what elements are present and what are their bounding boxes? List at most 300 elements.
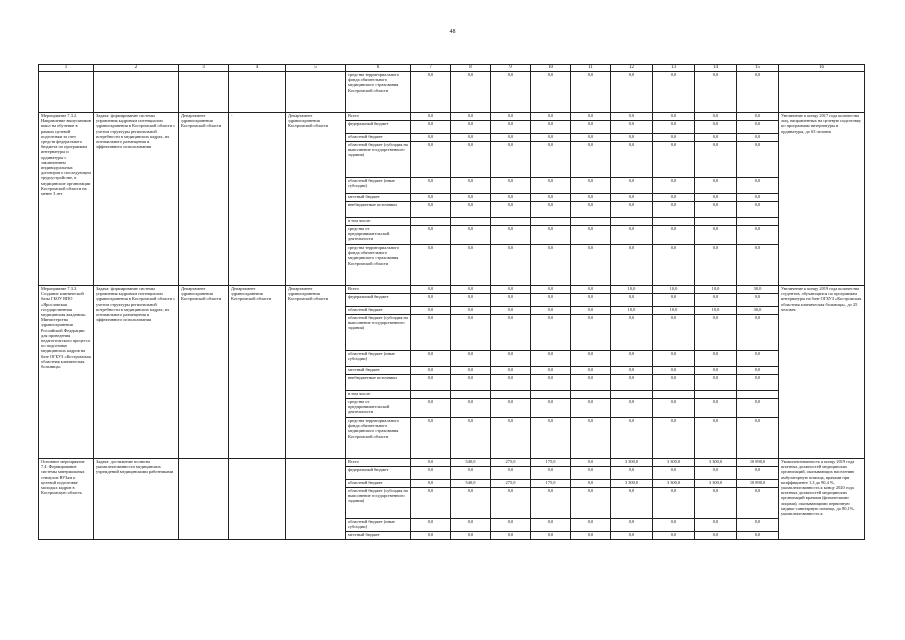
funding-source: областной бюджет (иные субсидии) xyxy=(346,178,411,194)
responsible-executor: Департамент здравоохранения Костромской области xyxy=(179,286,229,459)
amount-cell xyxy=(737,218,779,226)
amount-cell: 0,0 xyxy=(531,286,571,294)
task-description: Задача: достижение полноты укомплектованности медицинских учреждений медицинскими работниками xyxy=(94,459,179,540)
amount-cell: 0,0 xyxy=(491,142,531,178)
amount-cell: 0,0 xyxy=(695,351,737,367)
amount-cell: 0,0 xyxy=(531,375,571,391)
amount-cell: 0,0 xyxy=(653,121,695,134)
amount-cell: 540,0 xyxy=(451,480,491,488)
column-number: 7 xyxy=(411,65,451,72)
amount-cell: 0,0 xyxy=(411,519,451,532)
measure-name: Мероприятие 7.3.2. Направление выпускников школ на обучение в рамках целевой подготовки за счет средств федерального бюджета по программам интернатуры и ординатуры с заключением индивидуальных договоров о последующем трудоустройстве, в медицинские организации Костромской области на менее 3 лет xyxy=(39,113,94,286)
amount-cell xyxy=(653,391,695,399)
empty-cell xyxy=(94,72,179,113)
amount-cell: 0,0 xyxy=(653,351,695,367)
empty-cell xyxy=(286,72,346,113)
amount-cell: 0,0 xyxy=(695,72,737,113)
amount-cell: 0,0 xyxy=(451,72,491,113)
amount-cell: 0,0 xyxy=(491,375,531,391)
amount-cell xyxy=(571,391,611,399)
funding-source: областной бюджет (субсидия на выполнение государственного задания) xyxy=(346,315,411,351)
column-number: 5 xyxy=(286,65,346,72)
table-row xyxy=(39,459,865,467)
amount-cell: 0,0 xyxy=(451,418,491,459)
amount-cell: 275,0 xyxy=(491,459,531,467)
amount-cell: 0,0 xyxy=(531,294,571,307)
amount-cell: 0,0 xyxy=(531,245,571,286)
amount-cell: 0,0 xyxy=(737,532,779,540)
amount-cell: 0,0 xyxy=(611,294,653,307)
amount-cell: 0,0 xyxy=(571,315,611,351)
amount-cell: 10 890,0 xyxy=(737,459,779,467)
amount-cell: 0,0 xyxy=(571,286,611,294)
amount-cell xyxy=(411,391,451,399)
responsible-executor: Департамент здравоохранения Костромской области xyxy=(286,113,346,286)
amount-cell: 0,0 xyxy=(411,72,451,113)
amount-cell: 0,0 xyxy=(611,488,653,519)
amount-cell: 0,0 xyxy=(531,307,571,315)
funding-source: Всего xyxy=(346,459,411,467)
amount-cell: 10,0 xyxy=(653,307,695,315)
amount-cell: 0,0 xyxy=(451,367,491,375)
amount-cell: 0,0 xyxy=(737,134,779,142)
amount-cell: 0,0 xyxy=(695,488,737,519)
amount-cell: 0,0 xyxy=(491,226,531,245)
amount-cell: 0,0 xyxy=(695,134,737,142)
amount-cell: 0,0 xyxy=(611,367,653,375)
column-number: 9 xyxy=(491,65,531,72)
amount-cell: 0,0 xyxy=(737,315,779,351)
amount-cell: 0,0 xyxy=(531,121,571,134)
amount-cell: 0,0 xyxy=(653,519,695,532)
amount-cell xyxy=(491,391,531,399)
column-number: 16 xyxy=(779,65,865,72)
amount-cell: 0,0 xyxy=(411,418,451,459)
amount-cell: 0,0 xyxy=(737,226,779,245)
amount-cell: 0,0 xyxy=(695,121,737,134)
funding-source: областной бюджет (иные субсидии) xyxy=(346,519,411,532)
amount-cell: 175,0 xyxy=(531,480,571,488)
amount-cell: 0,0 xyxy=(531,72,571,113)
amount-cell: 0,0 xyxy=(571,202,611,218)
amount-cell: 0,0 xyxy=(571,467,611,480)
amount-cell: 0,0 xyxy=(571,307,611,315)
amount-cell xyxy=(531,391,571,399)
amount-cell: 0,0 xyxy=(611,245,653,286)
amount-cell: 0,0 xyxy=(411,307,451,315)
amount-cell: 0,0 xyxy=(571,532,611,540)
amount-cell: 0,0 xyxy=(695,467,737,480)
amount-cell: 0,0 xyxy=(411,399,451,418)
amount-cell: 0,0 xyxy=(411,245,451,286)
amount-cell: 0,0 xyxy=(491,399,531,418)
amount-cell: 0,0 xyxy=(611,315,653,351)
amount-cell: 0,0 xyxy=(695,399,737,418)
amount-cell: 0,0 xyxy=(611,418,653,459)
amount-cell: 0,0 xyxy=(411,286,451,294)
amount-cell: 0,0 xyxy=(653,226,695,245)
amount-cell xyxy=(695,218,737,226)
responsible-executor: - xyxy=(229,113,286,286)
amount-cell: 0,0 xyxy=(571,245,611,286)
amount-cell: 3 300,0 xyxy=(611,480,653,488)
amount-cell: 0,0 xyxy=(491,307,531,315)
amount-cell: 0,0 xyxy=(451,245,491,286)
responsible-executor xyxy=(286,459,346,540)
amount-cell: 0,0 xyxy=(491,367,531,375)
funding-source: средства территориального фонда обязательного медицинского страхования Костромской области xyxy=(346,418,411,459)
amount-cell: 0,0 xyxy=(491,121,531,134)
amount-cell: 0,0 xyxy=(531,519,571,532)
amount-cell: 0,0 xyxy=(737,351,779,367)
amount-cell: 0,0 xyxy=(411,367,451,375)
amount-cell: 0,0 xyxy=(611,351,653,367)
amount-cell: 0,0 xyxy=(737,202,779,218)
amount-cell xyxy=(531,218,571,226)
amount-cell: 0,0 xyxy=(737,367,779,375)
funding-source: внебюджетные источники xyxy=(346,375,411,391)
amount-cell: 0,0 xyxy=(451,351,491,367)
amount-cell: 0,0 xyxy=(737,121,779,134)
amount-cell: 0,0 xyxy=(531,418,571,459)
amount-cell: 0,0 xyxy=(491,245,531,286)
amount-cell: 0,0 xyxy=(611,532,653,540)
column-number: 8 xyxy=(451,65,491,72)
amount-cell: 275,0 xyxy=(491,480,531,488)
amount-cell: 0,0 xyxy=(531,532,571,540)
amount-cell: 0,0 xyxy=(411,375,451,391)
column-number: 4 xyxy=(229,65,286,72)
amount-cell: 0,0 xyxy=(695,375,737,391)
amount-cell xyxy=(695,391,737,399)
funding-source: Всего xyxy=(346,113,411,121)
amount-cell: 0,0 xyxy=(451,142,491,178)
amount-cell: 0,0 xyxy=(531,226,571,245)
amount-cell: 0,0 xyxy=(737,467,779,480)
amount-cell: 0,0 xyxy=(411,480,451,488)
amount-cell: 0,0 xyxy=(611,226,653,245)
amount-cell: 0,0 xyxy=(531,399,571,418)
amount-cell: 30,0 xyxy=(737,286,779,294)
amount-cell: 3 300,0 xyxy=(611,459,653,467)
column-number: 14 xyxy=(695,65,737,72)
amount-cell: 0,0 xyxy=(653,375,695,391)
amount-cell: 0,0 xyxy=(451,113,491,121)
amount-cell: 0,0 xyxy=(653,488,695,519)
amount-cell: 0,0 xyxy=(531,142,571,178)
amount-cell: 0,0 xyxy=(611,178,653,194)
funding-source: областной бюджет (субсидия на выполнение государственного задания) xyxy=(346,142,411,178)
amount-cell: 0,0 xyxy=(451,194,491,202)
empty-cell xyxy=(179,72,229,113)
amount-cell: 0,0 xyxy=(451,178,491,194)
funding-source: областной бюджет xyxy=(346,307,411,315)
amount-cell: 0,0 xyxy=(571,294,611,307)
funding-source: местный бюджет xyxy=(346,194,411,202)
amount-cell: 0,0 xyxy=(411,459,451,467)
column-number: 3 xyxy=(179,65,229,72)
amount-cell: 0,0 xyxy=(571,488,611,519)
amount-cell: 0,0 xyxy=(531,488,571,519)
amount-cell: 0,0 xyxy=(411,178,451,194)
amount-cell: 0,0 xyxy=(451,532,491,540)
amount-cell: 10,0 xyxy=(611,286,653,294)
funding-source: федеральный бюджет xyxy=(346,467,411,480)
amount-cell: 0,0 xyxy=(531,315,571,351)
amount-cell: 0,0 xyxy=(411,194,451,202)
amount-cell: 0,0 xyxy=(737,194,779,202)
amount-cell: 0,0 xyxy=(571,367,611,375)
column-number: 2 xyxy=(94,65,179,72)
amount-cell: 0,0 xyxy=(695,178,737,194)
column-number: 11 xyxy=(571,65,611,72)
amount-cell: 0,0 xyxy=(491,294,531,307)
task-description: Задача: формирование системы управления кадровым потенциалом здравоохранения в Костромской области с учетом структуры региональной потребности в медицинских кадрах, их оптимального размещения и эффективного использования xyxy=(94,113,179,286)
amount-cell: 0,0 xyxy=(451,519,491,532)
amount-cell: 0,0 xyxy=(571,351,611,367)
funding-source: областной бюджет (иные субсидии) xyxy=(346,351,411,367)
amount-cell: 0,0 xyxy=(571,134,611,142)
column-number: 1 xyxy=(39,65,94,72)
amount-cell: 0,0 xyxy=(737,178,779,194)
amount-cell: 0,0 xyxy=(653,72,695,113)
amount-cell: 0,0 xyxy=(571,399,611,418)
funding-source: областной бюджет xyxy=(346,480,411,488)
amount-cell: 0,0 xyxy=(737,418,779,459)
amount-cell: 175,0 xyxy=(531,459,571,467)
amount-cell: 0,0 xyxy=(653,113,695,121)
amount-cell: 0,0 xyxy=(611,72,653,113)
amount-cell: 0,0 xyxy=(571,72,611,113)
table-row xyxy=(39,72,865,113)
amount-cell: 0,0 xyxy=(695,113,737,121)
empty-cell xyxy=(39,72,94,113)
amount-cell: 0,0 xyxy=(531,467,571,480)
amount-cell: 0,0 xyxy=(531,202,571,218)
amount-cell: 0,0 xyxy=(737,245,779,286)
empty-cell xyxy=(779,72,865,113)
amount-cell: 10,0 xyxy=(653,286,695,294)
amount-cell: 0,0 xyxy=(451,399,491,418)
amount-cell: 0,0 xyxy=(571,113,611,121)
funding-source: федеральный бюджет xyxy=(346,294,411,307)
amount-cell: 0,0 xyxy=(451,467,491,480)
amount-cell: 0,0 xyxy=(695,532,737,540)
amount-cell: 0,0 xyxy=(571,459,611,467)
amount-cell xyxy=(611,391,653,399)
amount-cell: 0,0 xyxy=(531,113,571,121)
amount-cell: 0,0 xyxy=(451,286,491,294)
amount-cell: 0,0 xyxy=(411,467,451,480)
column-number: 10 xyxy=(531,65,571,72)
table-row xyxy=(39,286,865,294)
amount-cell: 3 300,0 xyxy=(695,459,737,467)
amount-cell: 0,0 xyxy=(411,134,451,142)
amount-cell: 0,0 xyxy=(411,488,451,519)
amount-cell: 0,0 xyxy=(491,72,531,113)
amount-cell: 0,0 xyxy=(695,519,737,532)
amount-cell: 0,0 xyxy=(737,294,779,307)
amount-cell: 10 890,0 xyxy=(737,480,779,488)
amount-cell: 0,0 xyxy=(411,121,451,134)
amount-cell: 0,0 xyxy=(571,142,611,178)
amount-cell: 0,0 xyxy=(451,375,491,391)
amount-cell: 0,0 xyxy=(611,202,653,218)
column-number: 15 xyxy=(737,65,779,72)
amount-cell: 0,0 xyxy=(653,142,695,178)
amount-cell: 0,0 xyxy=(531,351,571,367)
measure-name: Основное мероприятие 7.4. Формирование системы материальных стимулов ВУЗам к целевой подготовке молодых кадров в Костромскую область xyxy=(39,459,94,540)
amount-cell: 3 300,0 xyxy=(695,480,737,488)
amount-cell xyxy=(491,218,531,226)
funding-source: в том числе: xyxy=(346,218,411,226)
amount-cell: 0,0 xyxy=(571,194,611,202)
amount-cell: 0,0 xyxy=(571,480,611,488)
amount-cell xyxy=(411,218,451,226)
amount-cell: 0,0 xyxy=(611,519,653,532)
funding-source: Всего xyxy=(346,286,411,294)
funding-source: областной бюджет (субсидия на выполнение государственного задания) xyxy=(346,488,411,519)
amount-cell: 10,0 xyxy=(611,307,653,315)
amount-cell: 0,0 xyxy=(611,113,653,121)
amount-cell: 0,0 xyxy=(611,142,653,178)
amount-cell: 540,0 xyxy=(451,459,491,467)
amount-cell: 0,0 xyxy=(571,121,611,134)
header-row xyxy=(39,65,865,72)
funding-source: местный бюджет xyxy=(346,532,411,540)
amount-cell: 0,0 xyxy=(737,72,779,113)
page-number: 48 xyxy=(449,29,456,35)
amount-cell: 0,0 xyxy=(611,194,653,202)
amount-cell: 0,0 xyxy=(451,488,491,519)
budget-table xyxy=(38,64,865,540)
column-number: 12 xyxy=(611,65,653,72)
amount-cell: 0,0 xyxy=(611,121,653,134)
responsible-executor xyxy=(179,459,229,540)
amount-cell: 0,0 xyxy=(411,532,451,540)
amount-cell: 0,0 xyxy=(411,113,451,121)
amount-cell: 0,0 xyxy=(695,202,737,218)
amount-cell: 0,0 xyxy=(451,202,491,218)
amount-cell: 0,0 xyxy=(491,532,531,540)
amount-cell: 0,0 xyxy=(611,399,653,418)
amount-cell: 0,0 xyxy=(531,134,571,142)
amount-cell: 0,0 xyxy=(491,178,531,194)
amount-cell: 0,0 xyxy=(531,367,571,375)
amount-cell: 0,0 xyxy=(611,134,653,142)
funding-source: областной бюджет xyxy=(346,134,411,142)
amount-cell: 0,0 xyxy=(451,294,491,307)
amount-cell: 0,0 xyxy=(653,418,695,459)
responsible-executor xyxy=(229,459,286,540)
column-number: 6 xyxy=(346,65,411,72)
amount-cell: 0,0 xyxy=(411,315,451,351)
amount-cell: 0,0 xyxy=(695,226,737,245)
amount-cell: 0,0 xyxy=(411,351,451,367)
amount-cell: 0,0 xyxy=(653,178,695,194)
amount-cell: 0,0 xyxy=(411,226,451,245)
amount-cell: 0,0 xyxy=(411,294,451,307)
amount-cell: 0,0 xyxy=(411,142,451,178)
amount-cell: 0,0 xyxy=(737,142,779,178)
amount-cell: 0,0 xyxy=(695,315,737,351)
task-description: Задача: формирование системы управления кадровым потенциалом здравоохранения в Костромской области с учетом структуры региональной потребности в медицинских кадрах, их оптимального размещения и эффективного использования xyxy=(94,286,179,459)
amount-cell: 0,0 xyxy=(571,178,611,194)
amount-cell: 0,0 xyxy=(531,194,571,202)
amount-cell: 0,0 xyxy=(695,142,737,178)
amount-cell: 0,0 xyxy=(653,194,695,202)
funding-source: федеральный бюджет xyxy=(346,121,411,134)
amount-cell xyxy=(611,218,653,226)
amount-cell: 0,0 xyxy=(653,294,695,307)
amount-cell: 0,0 xyxy=(737,113,779,121)
amount-cell: 0,0 xyxy=(491,418,531,459)
expected-result: Укомплектованность к концу 2019 года штатных должностей медицинских организаций, оказывающих населению амбулаторную помощь, врачами при коэффициенте 1,3 до 90,4 %, укомплектованность к концу 2020 года штатных должностей медицинских организаций врачами (физическими лицами), оказывающими первичную медико-санитарную помощь, до 80,1%, укомплектованность к xyxy=(779,459,865,540)
expected-result: Увеличение к концу 2017 года количества лиц, направленных на целевую подготовку по программам интернатуры и ординатуры, до 65 человек xyxy=(779,113,865,286)
amount-cell xyxy=(653,218,695,226)
responsible-executor: Департамент здравоохранения Костромской области xyxy=(179,113,229,286)
amount-cell: 0,0 xyxy=(737,399,779,418)
amount-cell: 0,0 xyxy=(491,488,531,519)
amount-cell xyxy=(737,391,779,399)
amount-cell: 0,0 xyxy=(653,367,695,375)
funding-source: средства от предпринимательской деятельности xyxy=(346,226,411,245)
amount-cell: 0,0 xyxy=(695,367,737,375)
amount-cell: 0,0 xyxy=(451,226,491,245)
amount-cell: 0,0 xyxy=(653,245,695,286)
amount-cell: 0,0 xyxy=(653,532,695,540)
amount-cell: 0,0 xyxy=(695,194,737,202)
amount-cell: 0,0 xyxy=(451,307,491,315)
amount-cell: 0,0 xyxy=(491,315,531,351)
funding-source: средства территориального фонда обязательного медицинского страхования Костромской области xyxy=(346,245,411,286)
amount-cell: 10,0 xyxy=(695,286,737,294)
amount-cell: 0,0 xyxy=(451,134,491,142)
amount-cell: 0,0 xyxy=(491,467,531,480)
amount-cell: 0,0 xyxy=(451,315,491,351)
amount-cell: 0,0 xyxy=(571,418,611,459)
amount-cell: 0,0 xyxy=(491,194,531,202)
measure-name: Мероприятие 7.3.3. Создание клинической базы ГБОУ ВПО «Ярославская государственная медицинская академия» Министерства здравоохранения Российской Федерации для проведения педагогического процесса по подготовке медицинских кадров на базе ОГБУЗ «Костромская областная клиническая больница» xyxy=(39,286,94,459)
amount-cell: 0,0 xyxy=(737,488,779,519)
expected-result: Увеличение к концу 2019 года количества студентов, обучающихся по программам интернатуры на базе ОГБУЗ «Костромская областная клиническая больница», до 25 человек xyxy=(779,286,865,459)
funding-source: средства от предпринимательской деятельности xyxy=(346,399,411,418)
funding-source: средства территориального фонда обязательного медицинского страхования Костромской области xyxy=(346,72,411,113)
responsible-executor: Департамент здравоохранения Костромской области xyxy=(286,286,346,459)
amount-cell: 0,0 xyxy=(653,315,695,351)
amount-cell: 0,0 xyxy=(491,202,531,218)
amount-cell: 3 300,0 xyxy=(653,480,695,488)
amount-cell: 0,0 xyxy=(491,134,531,142)
amount-cell xyxy=(451,391,491,399)
amount-cell: 0,0 xyxy=(695,245,737,286)
amount-cell xyxy=(571,218,611,226)
amount-cell: 0,0 xyxy=(411,202,451,218)
amount-cell: 0,0 xyxy=(611,467,653,480)
amount-cell: 0,0 xyxy=(737,519,779,532)
funding-source: внебюджетные источники xyxy=(346,202,411,218)
amount-cell: 0,0 xyxy=(491,519,531,532)
table-row xyxy=(39,113,865,121)
funding-source: местный бюджет xyxy=(346,367,411,375)
amount-cell: 0,0 xyxy=(491,351,531,367)
amount-cell: 30,0 xyxy=(737,307,779,315)
amount-cell: 0,0 xyxy=(491,286,531,294)
amount-cell: 0,0 xyxy=(653,134,695,142)
amount-cell: 0,0 xyxy=(737,375,779,391)
amount-cell: 0,0 xyxy=(695,418,737,459)
amount-cell: 0,0 xyxy=(653,467,695,480)
